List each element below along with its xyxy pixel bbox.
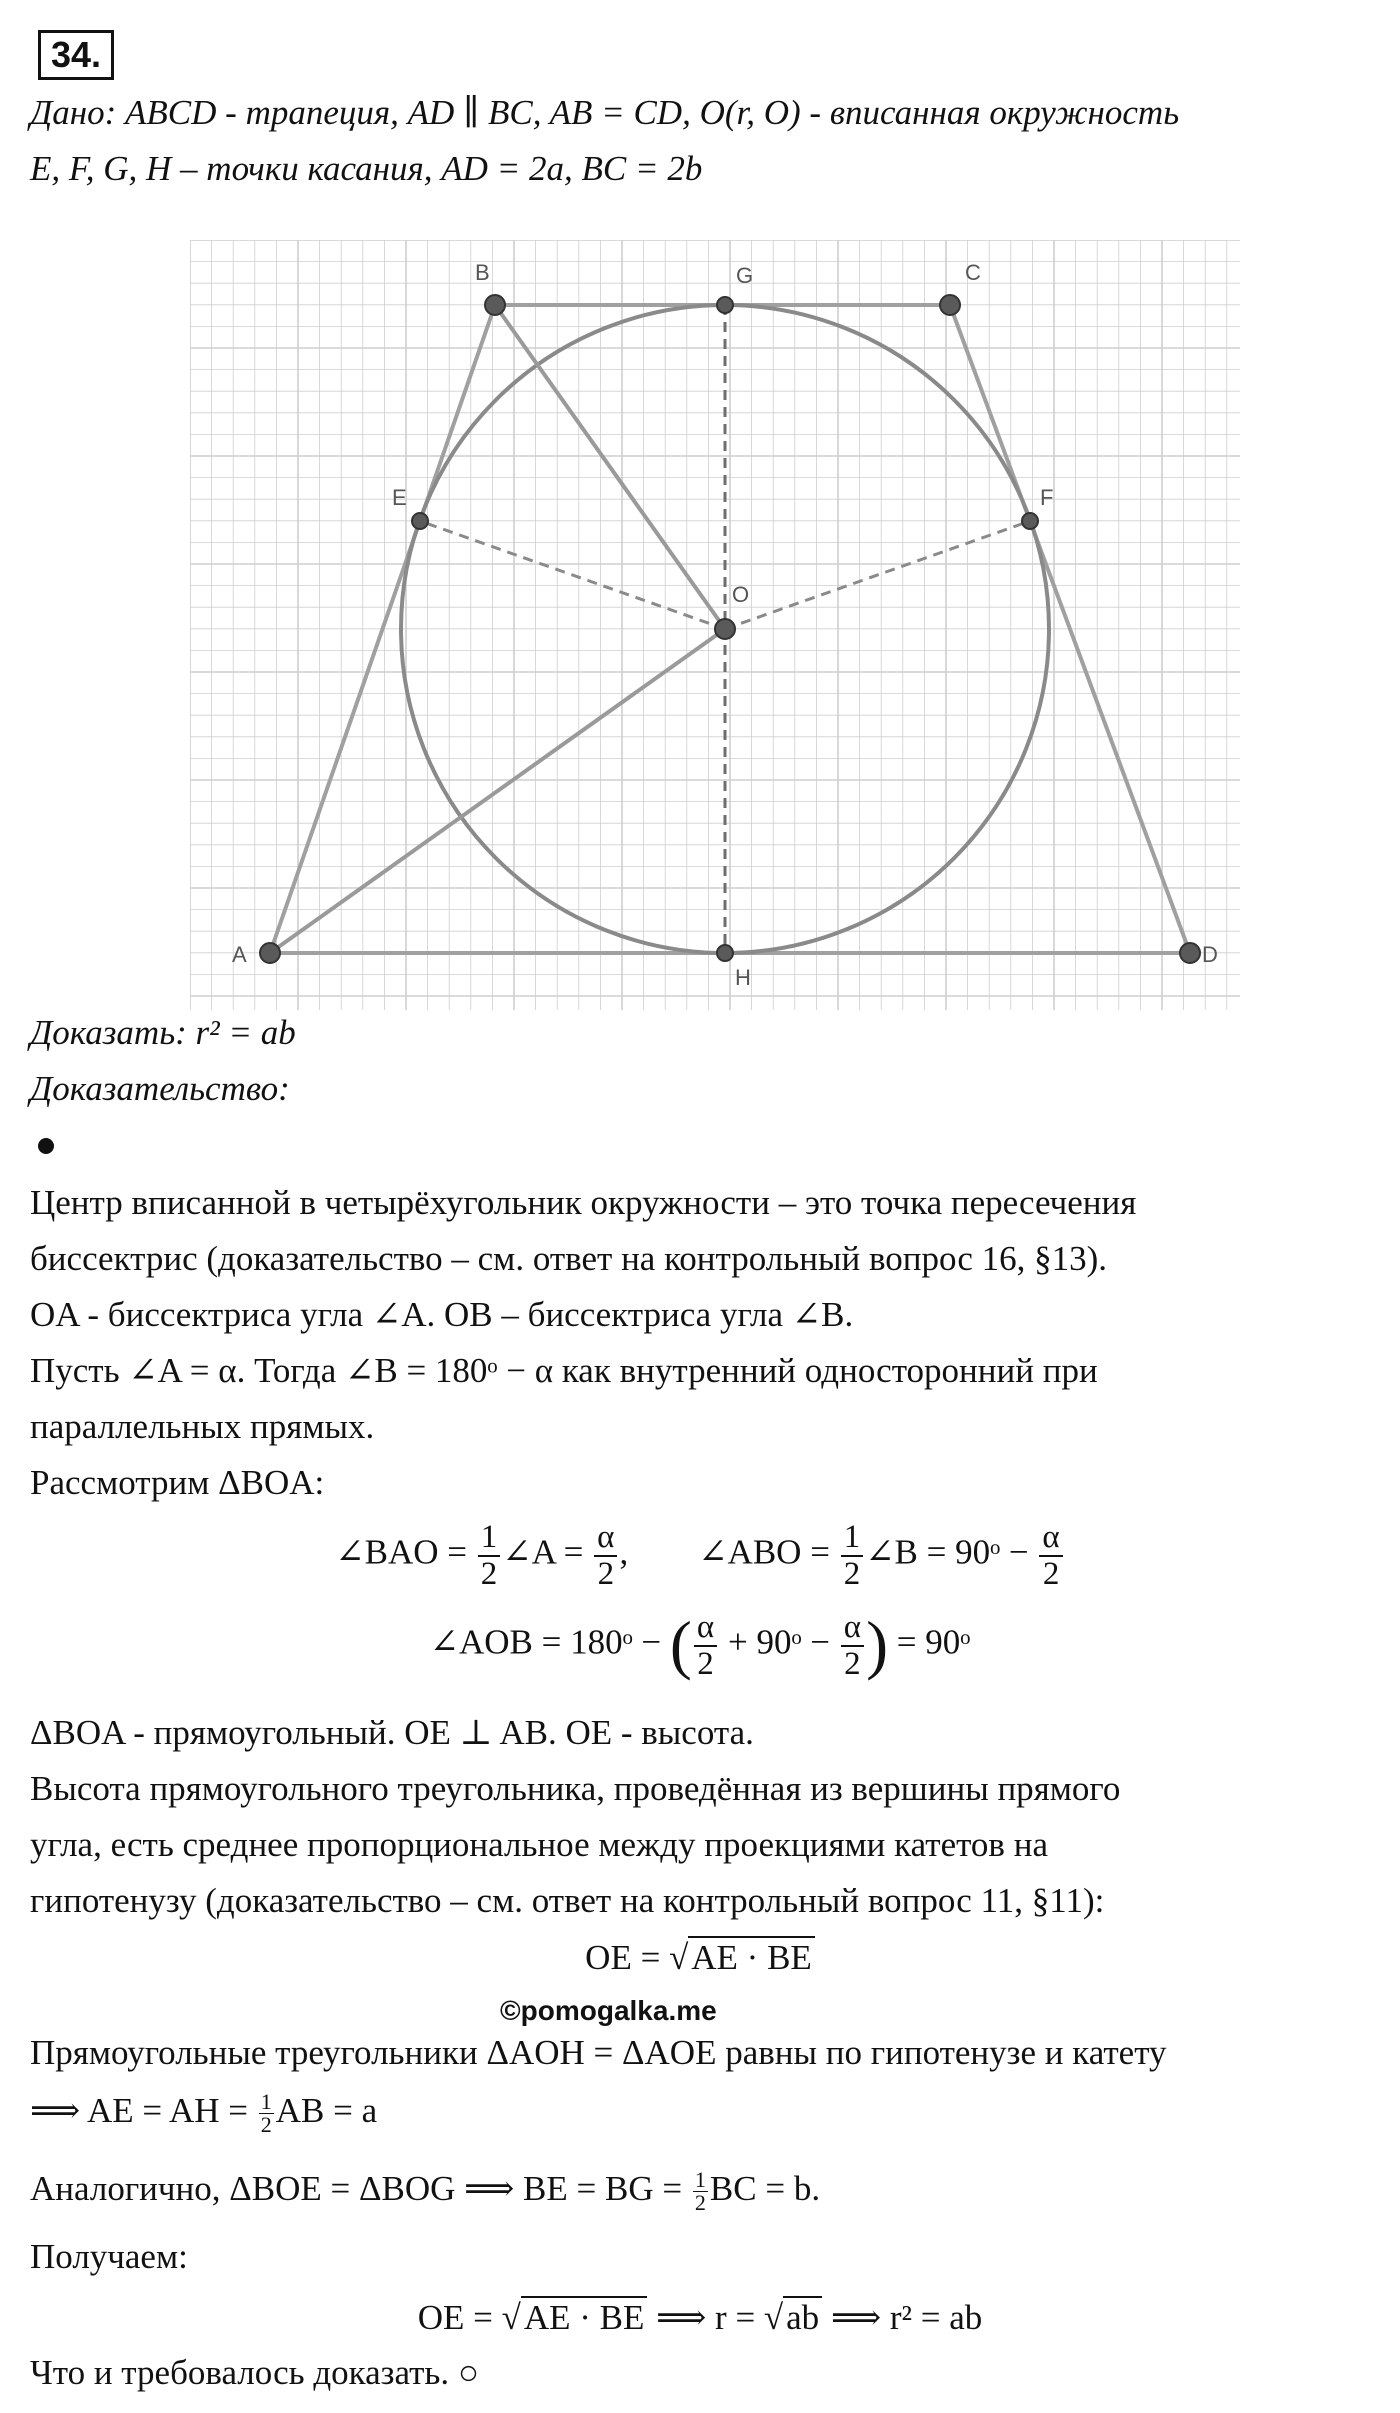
label-h: H	[735, 965, 751, 990]
proof-p1: Центр вписанной в четырёхугольник окружности – это точка пересечения	[30, 1183, 1137, 1222]
proof-label: Доказательство:	[30, 1069, 290, 1108]
eq1-a: ∠BAO =	[335, 1532, 467, 1572]
label-f: F	[1040, 485, 1054, 510]
eq4-radicand-2: ab	[783, 2296, 822, 2337]
prove-label: Доказать	[30, 1013, 176, 1052]
p13-frac: $\frac{1}{2}$	[694, 2167, 706, 2216]
point-c	[940, 295, 960, 315]
problem-number: 34.	[38, 30, 114, 80]
equation-1	[0, 1520, 1400, 1591]
eq1-c: , ∠ABO =	[619, 1532, 830, 1572]
eq3-radicand: AE · BE	[688, 1936, 815, 1977]
proof-p4: Пусть ∠A = α. Тогда ∠B = 180ᵒ − α как внутренний односторонний при	[30, 1351, 1098, 1390]
eq2-frac2: $\frac{\alpha}{2}$	[841, 1610, 864, 1681]
eq2-b: + 90ᵒ −	[727, 1622, 831, 1662]
eq1-frac1: $\frac{1}{2}$	[478, 1520, 501, 1591]
eq1-frac3: $\frac{1}{2}$	[841, 1520, 864, 1591]
point-h	[717, 945, 733, 961]
prove-line	[30, 1012, 296, 1054]
eq1-frac2: $\frac{\alpha}{2}$	[594, 1520, 617, 1591]
segment-ob	[495, 305, 725, 629]
eq2-rparen: )	[866, 1608, 889, 1682]
proof-p14: Получаем:	[30, 2237, 188, 2276]
point-d	[1180, 943, 1200, 963]
proof-p3: OA - биссектриса угла ∠A. OB – биссектриса угла ∠B.	[30, 1295, 854, 1334]
p12-frac: $\frac{1}{2}$	[260, 2089, 272, 2138]
eq4-a: OE = √	[417, 2298, 521, 2337]
eq4-c: ⟹ r = √	[647, 2298, 784, 2337]
eq3-a: OE = √	[585, 1938, 689, 1977]
segment-of	[725, 521, 1030, 629]
label-d: D	[1202, 942, 1218, 967]
proof-p11: Прямоугольные треугольники ΔAOH = ΔAOE равны по гипотенузе и катету	[30, 2033, 1167, 2072]
given-line-1	[30, 92, 1179, 134]
eq4-e: ⟹ r² = ab	[822, 2298, 983, 2337]
given-line-2: E, F, G, H – точки касания, AD = 2a, BC = 2b	[30, 149, 703, 188]
bullet	[38, 1138, 54, 1154]
segment-oa	[270, 629, 725, 953]
trapezoid-figure	[190, 240, 1240, 1010]
proof-p6: Рассмотрим ΔBOA:	[30, 1463, 325, 1502]
point-a	[260, 943, 280, 963]
segment-oe	[420, 521, 725, 629]
point-f	[1022, 513, 1038, 529]
eq4-radicand-1: AE · BE	[521, 2296, 648, 2337]
label-g: G	[736, 263, 754, 288]
p13-b: BC = b.	[709, 2169, 821, 2208]
point-g	[717, 297, 733, 313]
label-a: A	[232, 942, 247, 967]
eq2-a: ∠AOB = 180ᵒ −	[429, 1622, 662, 1662]
proof-p8: Высота прямоугольного треугольника, проведённая из вершины прямого	[30, 1769, 1121, 1808]
prove-formula: : r² = ab	[175, 1013, 296, 1052]
proof-p9: угла, есть среднее пропорциональное между проекциями катетов на	[30, 1825, 1048, 1864]
p13-a: Аналогично, ΔBOE = ΔBOG ⟹ BE = BG =	[30, 2169, 683, 2208]
proof-p7: ΔBOA - прямоугольный. OE ⊥ AB. OE - высота.	[30, 1713, 754, 1752]
eq2-c: = 90ᵒ	[896, 1622, 971, 1662]
equation-3	[0, 1938, 1400, 1978]
point-e	[412, 513, 428, 529]
label-b: B	[475, 260, 490, 285]
watermark: ©pomogalka.me	[500, 1995, 717, 2026]
p12-a: ⟹ AE = AH =	[30, 2091, 248, 2130]
proof-p12	[30, 2090, 377, 2136]
eq1-d: ∠B = 90ᵒ −	[865, 1532, 1029, 1572]
equation-2	[0, 1610, 1400, 1681]
proof-p13	[30, 2168, 820, 2214]
eq2-lparen: (	[669, 1608, 692, 1682]
proof-p15: Что и требовалось доказать. ○	[30, 2353, 480, 2392]
point-b	[485, 295, 505, 315]
eq2-frac1: $\frac{\alpha}{2}$	[694, 1610, 717, 1681]
point-o	[715, 619, 735, 639]
eq1-frac4: $\frac{\alpha}{2}$	[1039, 1520, 1062, 1591]
given-label: Дано	[30, 93, 105, 132]
eq1-b: ∠A =	[502, 1532, 584, 1572]
label-o: O	[732, 582, 750, 607]
given-text-1: : ABCD - трапеция, AD ∥ BC, AB = CD, O(r, O) - вписанная окружность	[104, 93, 1180, 132]
label-e: E	[392, 485, 407, 510]
proof-p10: гипотенузу (доказательство – см. ответ на контрольный вопрос 11, §11):	[30, 1881, 1105, 1920]
label-c: C	[965, 260, 981, 285]
proof-p5: параллельных прямых.	[30, 1407, 375, 1446]
p12-b: AB = a	[275, 2091, 378, 2130]
proof-p2: биссектрис (доказательство – см. ответ на контрольный вопрос 16, §13).	[30, 1239, 1108, 1278]
equation-4	[0, 2298, 1400, 2338]
